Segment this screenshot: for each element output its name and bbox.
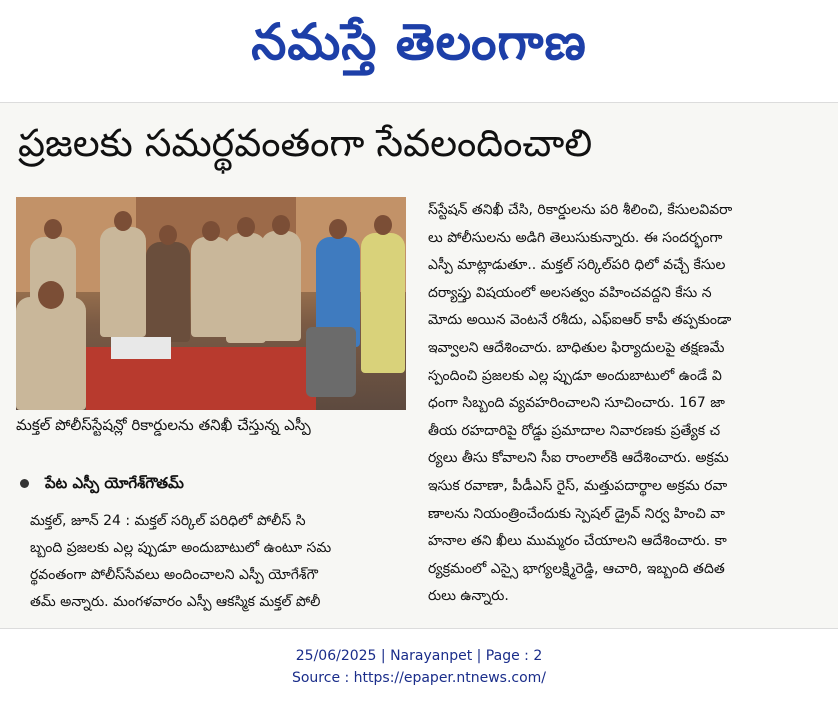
body-line: స్‌స్టేషన్ తనిఖీ చేసి, రికార్డులను పరి శీలించి, కేసులవివరా [428,202,733,218]
body-line: బ్బంది ప్రజలకు ఎల్ల ప్పుడూ అందుబాటులో ఉంటూ సమ [30,540,332,556]
article-headline: ప్రజలకు సమర్థవంతంగా సేవలందించాలి [18,121,593,165]
byline [20,472,420,494]
footer-source: Source : https://epaper.ntnews.com/ [291,670,547,686]
newspaper-logo-title: నమస్తే తెలంగాణ [251,13,587,71]
body-line: తమ్ అన్నారు. మంగళవారం ఎస్పీ ఆకస్మిక మక్తల్ పోలీ [30,594,321,610]
footer [0,645,838,689]
body-line: హనాల తని ఖీలు ముమ్మరం చేయాలని ఆదేశించారు. కా [428,533,727,550]
article-body-left-column [30,508,412,618]
article-body-right-column [428,197,828,617]
body-line: ణాలను నియంత్రించేందుకు స్పెషల్ డ్రైవ్ నిర్వ హించి వా [428,505,725,522]
footer-date-edition: 25/06/2025 | Narayanpet | Page : 2 [295,648,543,664]
body-line: దర్యాప్తు విషయంలో అలసత్వం వహించవద్దని కేసు న [428,284,712,301]
photo-caption: మక్తల్ పోలీస్‌స్టేషన్లో రికార్డులను తనిఖీ చేస్తున్న ఎస్పీ [16,410,406,440]
body-line: ర్యక్రమంలో ఎస్సై భాగ్యలక్ష్మిరెడ్డి, ఆచారి, ఇబ్బంది తదిత [428,560,725,577]
news-photo [16,197,406,410]
body-line: ఇసుక రవాణా, పీడీఎస్ రైస్, మత్తుపదార్థాల అక్రమ రవా [428,477,728,494]
body-line: మక్తల్, జూన్ 24 : మక్తల్ సర్కిల్ పరిధిలో పోలీస్ సి [30,513,306,529]
body-line: ర్థవంతంగా పోలీస్‌సేవలు అందించాలని ఎస్పీ యోగేశ్‌గౌ [30,567,318,583]
byline-text: పేట ఎస్పీ యోగేశ్‌గౌతమ్ [45,474,184,492]
bullet-icon [20,479,29,488]
body-line: ఇవ్వాలని ఆదేశించారు. బాధితుల ఫిర్యాదులపై తక్షణమే [428,339,725,356]
body-line: ఎస్పీ మాట్లాడుతూ.. మక్తల్ సర్కిల్‌పరి ధిలో వచ్చే కేసుల [428,257,726,274]
body-line: తీయ రహదారిపై రోడ్డు ప్రమాదాల నివారణకు ప్రత్యేక చ [428,422,721,439]
body-line: రులు ఉన్నారు. [428,588,509,605]
masthead [0,0,838,84]
body-line: ధంగా సిబ్బంది వ్యవహరించాలని సూచించారు. 167 జా [428,395,725,412]
body-line: మోదు అయిన వెంటనే రశీదు, ఎఫ్ఐఆర్ కాపీ తప్పకుండా [428,312,732,329]
body-line: ర్యలు తీసు కోవాలని సీఐ రాంలాల్‌కి ఆదేశించారు. అక్రమ [428,450,729,467]
body-line: లు పోలీసులను అడిగి తెలుసుకున్నారు. ఈ సందర్భంగా [428,229,723,246]
body-line: స్పందించి ప్రజలకు ఎల్ల ప్పుడూ అందుబాటులో ఉండే వి [428,367,722,384]
